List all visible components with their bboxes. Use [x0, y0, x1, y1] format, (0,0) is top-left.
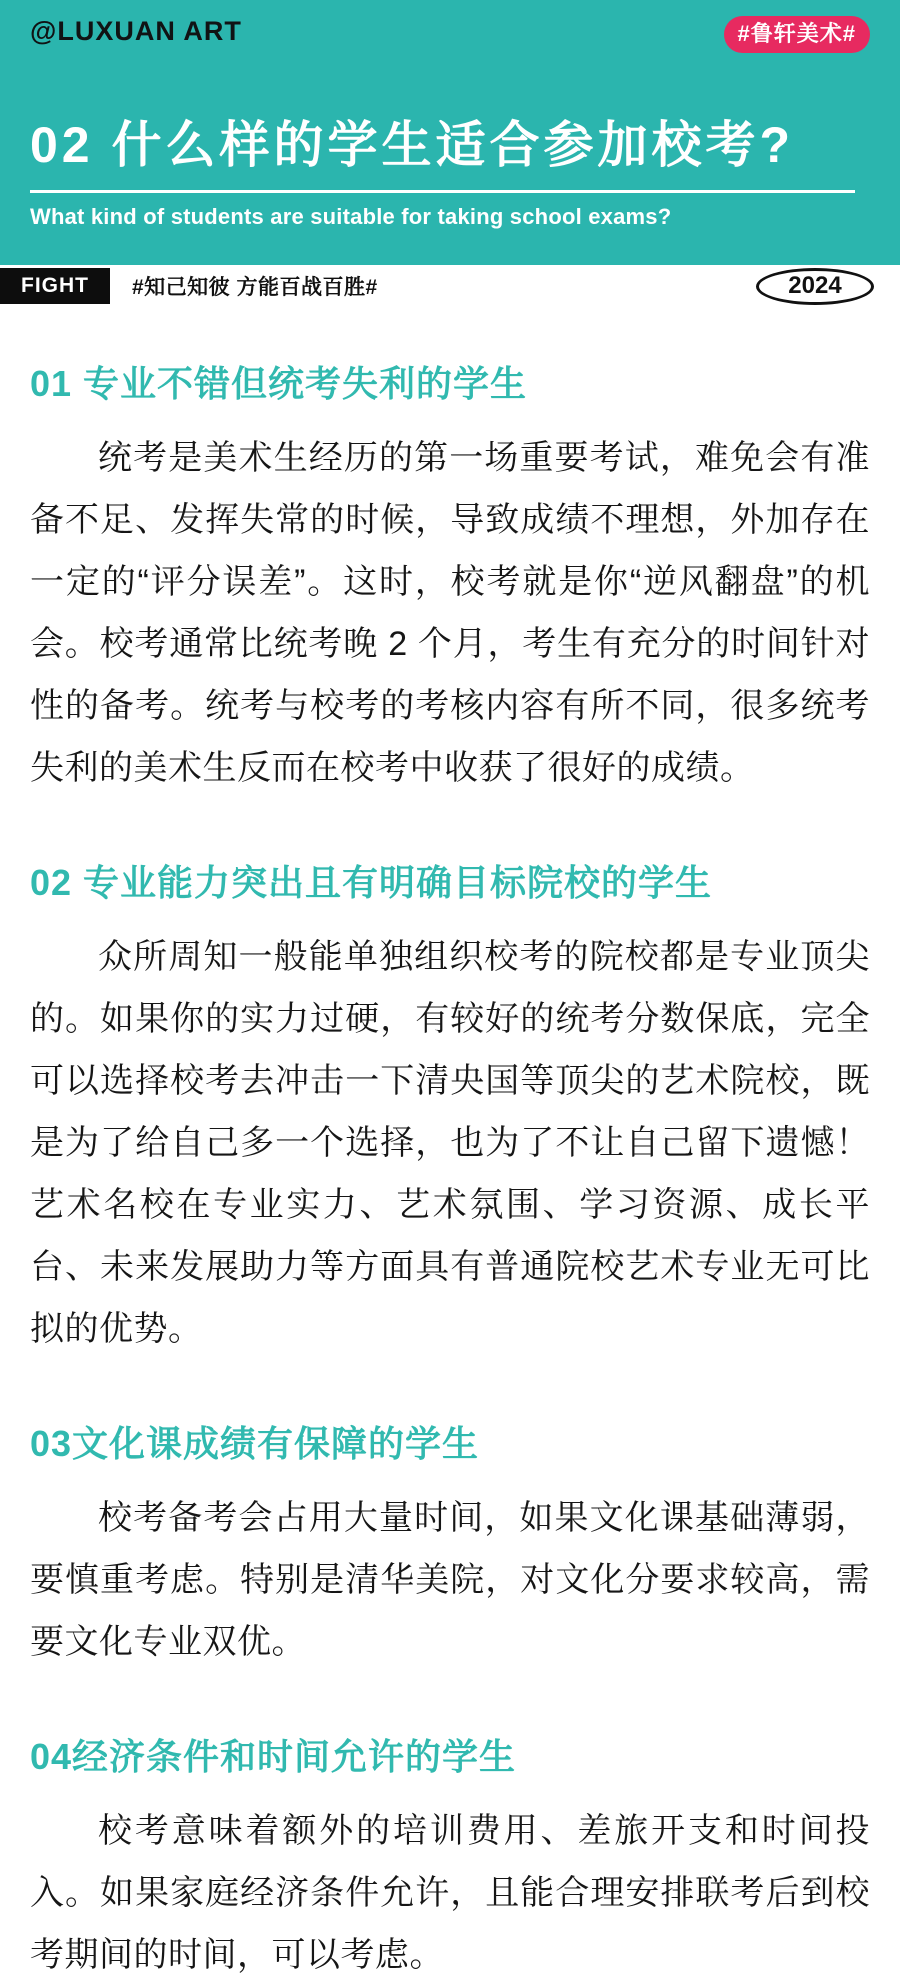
section-paragraph: 众所周知一般能单独组织校考的院校都是专业顶尖的。如果你的实力过硬，有较好的统考分数保底，完全可以选择校考去冲击一下清央国等顶尖的艺术院校，既是为了给自己多一个选择，也为了不让自己留下遗憾！艺术名校在专业实力、艺术氛围、学习资源、成长平台、未来发展助力等方面具有普通院校艺术专业无可比拟的优势。: [30, 938, 870, 1348]
fight-label: FIGHT: [0, 268, 110, 304]
content-section-1: [30, 356, 870, 799]
page-subtitle: What kind of students are suitable for taking school exams?: [30, 204, 672, 229]
section-heading: 04经济条件和时间允许的学生: [30, 1736, 517, 1777]
slogan-text: #知己知彼 方能百战百胜#: [132, 276, 378, 299]
title-underline: [30, 190, 855, 193]
content-section-3: [30, 1416, 870, 1673]
year-badge: 2024: [756, 268, 874, 305]
section-heading: 01 专业不错但统考失利的学生: [30, 363, 528, 404]
section-paragraph: 统考是美术生经历的第一场重要考试，难免会有准备不足、发挥失常的时候，导致成绩不理想，外加存在一定的“评分误差”。这时，校考就是你“逆风翻盘”的机会。校考通常比统考晚 2 个月，考生有充分的时间针对性的备考。统考与校考的考核内容有所不同，很多统考失利的美术生反而在校考中收获了很好的成绩。: [30, 439, 870, 787]
page-title: 02 什么样的学生适合参加校考?: [30, 117, 795, 173]
poster-header: [0, 0, 900, 265]
section-heading: 03文化课成绩有保障的学生: [30, 1423, 480, 1464]
section-heading: 02 专业能力突出且有明确目标院校的学生: [30, 862, 713, 903]
header-top-row: [30, 0, 870, 53]
brand-handle: @LUXUAN ART: [30, 16, 242, 46]
section-paragraph: 校考意味着额外的培训费用、差旅开支和时间投入。如果家庭经济条件允许，且能合理安排联考后到校考期间的时间，可以考虑。: [30, 1812, 870, 1974]
section-paragraph: 校考备考会占用大量时间，如果文化课基础薄弱，要慎重考虑。特别是清华美院，对文化分要求较高，需要文化专业双优。: [30, 1499, 870, 1661]
ribbon-bar: [0, 266, 900, 306]
content-section-4: [30, 1729, 870, 1986]
content-area: [0, 356, 900, 1986]
hashtag-badge: #鲁轩美术#: [724, 16, 870, 53]
content-section-2: [30, 855, 870, 1360]
